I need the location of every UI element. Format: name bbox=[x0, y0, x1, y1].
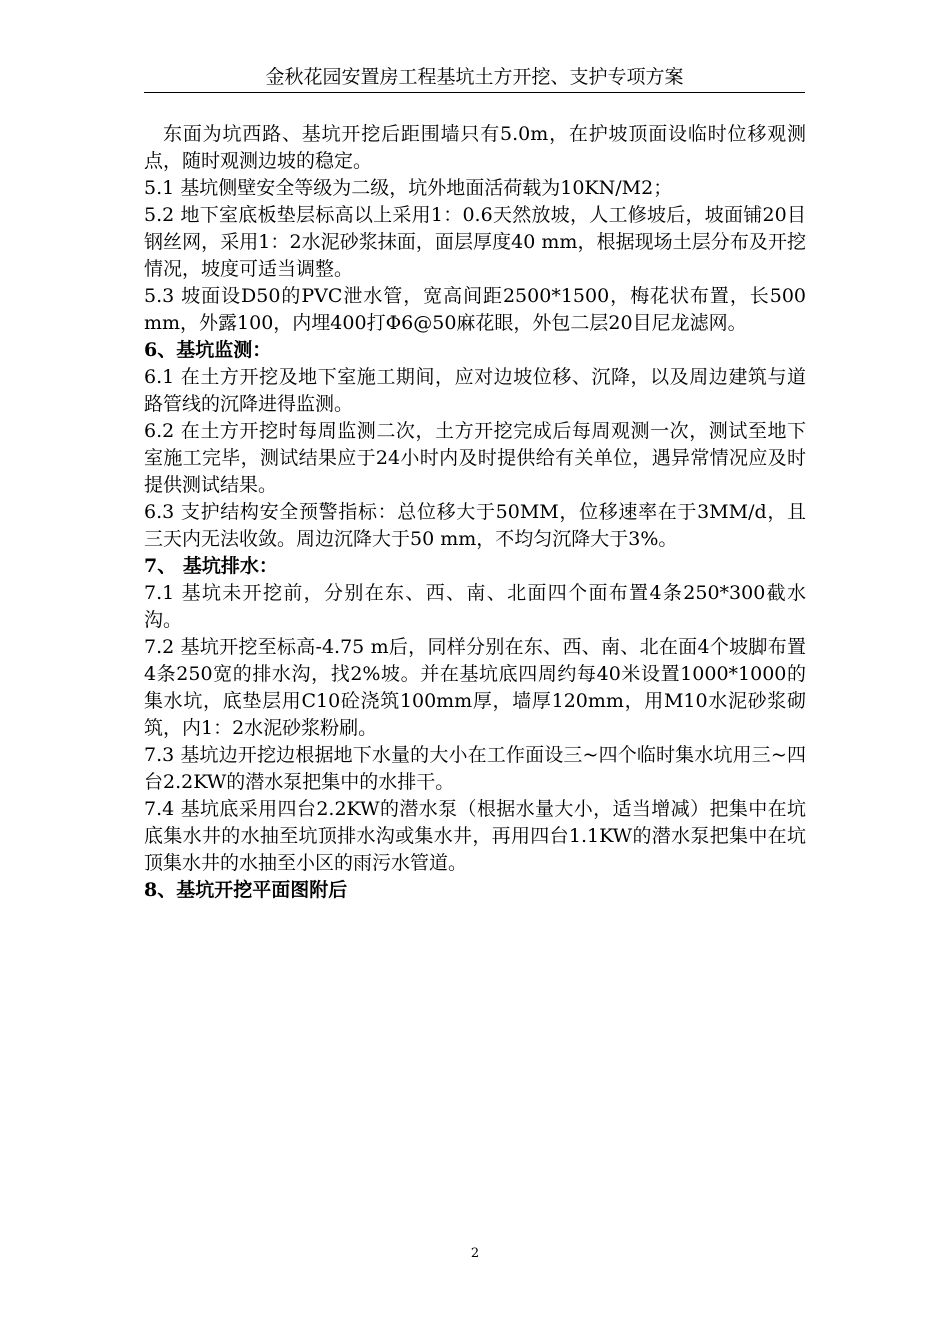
paragraph-5-1: 5.1 基坑侧壁安全等级为二级，坑外地面活荷载为10KN/M2； bbox=[144, 177, 673, 199]
document-body bbox=[144, 121, 806, 904]
section-heading-8: 8、基坑开挖平面图附后 bbox=[144, 879, 348, 901]
document-title: 金秋花园安置房工程基坑土方开挖、支护专项方案 bbox=[265, 66, 684, 88]
section-heading-6: 6、基坑监测： bbox=[144, 339, 272, 361]
paragraph-6-1: 6.1 在土方开挖及地下室施工期间，应对边坡位移、沉降，以及周边建筑与道路管线的沉降进得监测。 bbox=[144, 366, 806, 415]
section-heading-7: 7、 基坑排水： bbox=[144, 555, 278, 577]
paragraph-7-2: 7.2 基坑开挖至标高-4.75 m后，同样分别在东、西、南、北在面4个坡脚布置4条250宽的排水沟，找2%坡。并在基坑底四周约每40米设置1000*1000的集水坑，底垫层用C10砼浇筑100mm厚，墙厚120mm，用M10水泥砂浆砌筑，内1：2水泥砂浆粉刷。 bbox=[144, 636, 806, 739]
paragraph-intro: 东面为坑西路、基坑开挖后距围墙只有5.0m，在护坡顶面设临时位移观测点，随时观测边坡的稳定。 bbox=[144, 123, 806, 172]
paragraph-6-3: 6.3 支护结构安全预警指标：总位移大于50MM，位移速率在于3MM/d，且三天内无法收敛。周边沉降大于50 mm，不均匀沉降大于3%。 bbox=[144, 501, 806, 550]
page-header bbox=[144, 62, 805, 93]
paragraph-7-4: 7.4 基坑底采用四台2.2KW的潜水泵（根据水量大小，适当增减）把集中在坑底集水井的水抽至坑顶排水沟或集水井，再用四台1.1KW的潜水泵把集中在坑顶集水井的水抽至小区的雨污水管道。 bbox=[144, 798, 806, 874]
paragraph-5-3: 5.3 坡面设D50的PVC泄水管，宽高间距2500*1500，梅花状布置，长500 mm，外露100，内埋400打Φ6@50麻花眼，外包二层20目尼龙滤网。 bbox=[144, 285, 806, 334]
paragraph-7-3: 7.3 基坑边开挖边根据地下水量的大小在工作面设三~四个临时集水坑用三~四台2.2KW的潜水泵把集中的水排干。 bbox=[144, 744, 806, 793]
paragraph-7-1: 7.1 基坑未开挖前，分别在东、西、南、北面四个面布置4条250*300截水沟。 bbox=[144, 582, 806, 631]
paragraph-6-2: 6.2 在土方开挖时每周监测二次，土方开挖完成后每周观测一次，测试至地下室施工完毕，测试结果应于24小时内及时提供给有关单位，遇异常情况应及时提供测试结果。 bbox=[144, 420, 806, 496]
paragraph-5-2: 5.2 地下室底板垫层标高以上采用1：0.6天然放坡，人工修坡后，坡面铺20目钢丝网，采用1：2水泥砂浆抹面，面层厚度40 mm，根据现场土层分布及开挖情况，坡度可适当调整。 bbox=[144, 204, 806, 280]
page-number: 2 bbox=[470, 1246, 480, 1261]
